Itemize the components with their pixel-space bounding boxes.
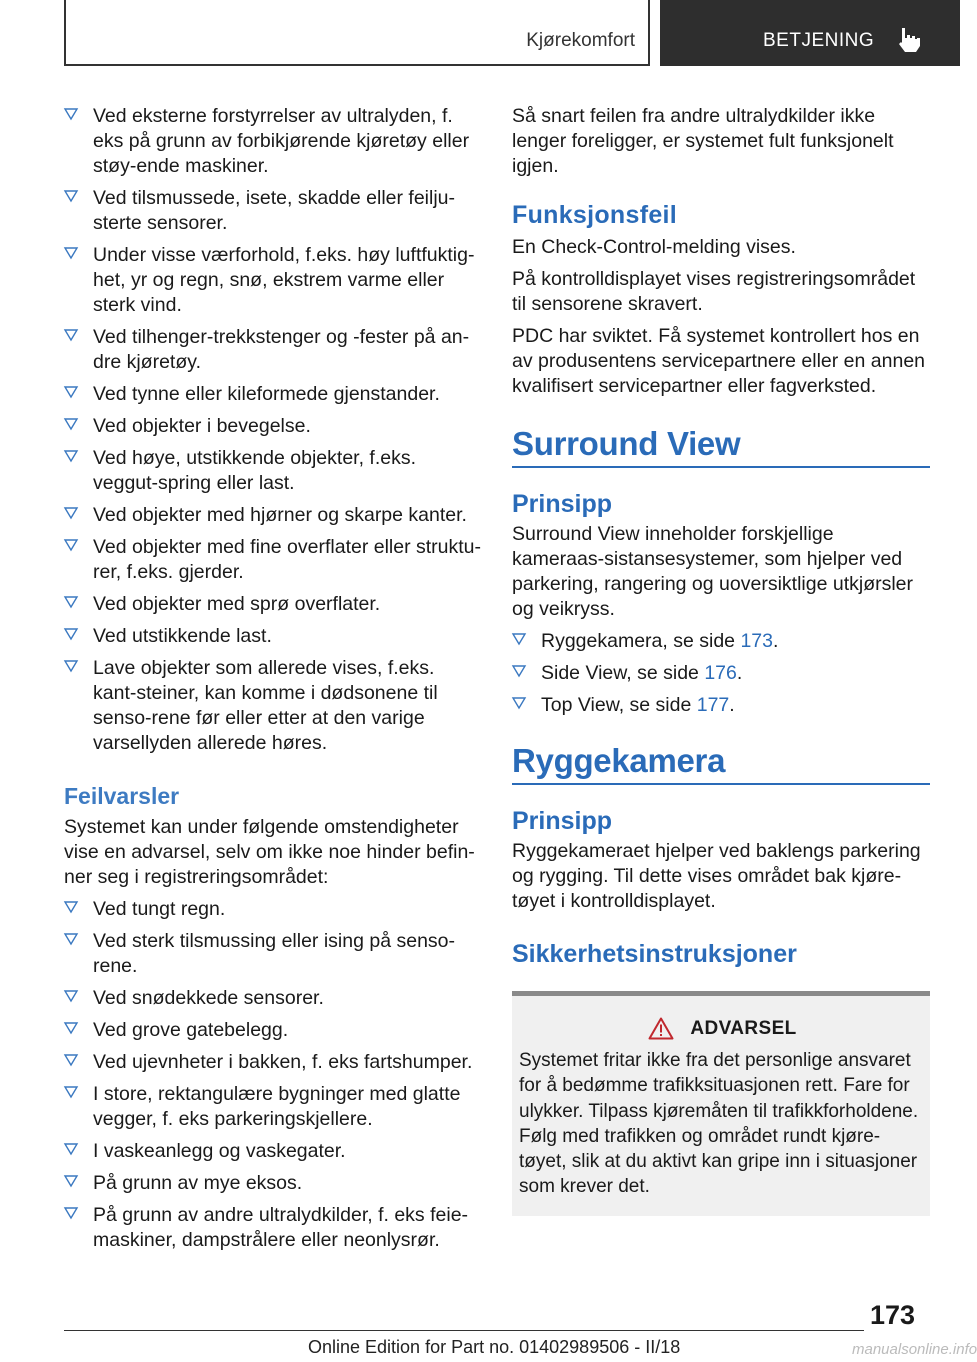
triangle-bullet-icon xyxy=(64,506,78,520)
list-item: Ved utstikkende last. xyxy=(64,624,482,649)
header-section-title: Kjørekomfort xyxy=(526,30,635,51)
list-item: Lave objekter som allerede vises, f.eks. kant-steiner, kan komme i dødsonene til senso-rene før eller etter at den varige varsellyden allerede høres. xyxy=(64,656,482,756)
surround-view-heading: Surround View xyxy=(512,431,930,468)
triangle-bullet-icon xyxy=(64,932,78,946)
triangle-bullet-icon xyxy=(64,1174,78,1188)
triangle-bullet-icon xyxy=(64,189,78,203)
list-item: Ryggekamera, se side 173. xyxy=(512,629,930,654)
list-item: Ved objekter med fine overflater eller struktu-rer, f.eks. gjerder. xyxy=(64,535,482,585)
list-item: Ved tungt regn. xyxy=(64,897,482,922)
ryggekamera-prinsipp-heading: Prinsipp xyxy=(512,807,613,835)
triangle-bullet-icon xyxy=(512,696,526,710)
limitations-list xyxy=(64,104,482,756)
list-item: På grunn av andre ultralydkilder, f. eks feie-maskiner, dampstrålere eller neonlysrør. xyxy=(64,1203,482,1253)
list-item: Ved tynne eller kileformede gjenstander. xyxy=(64,382,482,407)
triangle-bullet-icon xyxy=(64,1206,78,1220)
page-link[interactable]: 173 xyxy=(740,630,773,652)
page-link[interactable]: 176 xyxy=(704,662,737,684)
list-item: Side View, se side 176. xyxy=(512,661,930,686)
triangle-bullet-icon xyxy=(64,989,78,1003)
page-link[interactable]: 177 xyxy=(696,694,730,716)
feilvarsler-heading: Feilvarsler xyxy=(64,783,180,809)
list-item: I store, rektangulære bygninger med glatte vegger, f. eks parkeringskjellere. xyxy=(64,1082,482,1132)
sikkerhet-heading: Sikkerhetsinstruksjoner xyxy=(512,940,797,968)
list-item: Ved høye, utstikkende objekter, f.eks. veggut-spring eller last. xyxy=(64,446,482,496)
list-item: Ved ujevnheter i bakken, f. eks fartshumper. xyxy=(64,1050,482,1075)
list-item: Top View, se side 177. xyxy=(512,693,930,718)
list-item: Ved eksterne forstyrrelser av ultralyden, f. eks på grunn av forbikjørende kjøretøy eller støy-ende maskiner. xyxy=(64,104,482,179)
triangle-bullet-icon xyxy=(512,664,526,678)
triangle-bullet-icon xyxy=(64,627,78,641)
triangle-bullet-icon xyxy=(64,1142,78,1156)
list-item: Ved tilsmussede, isete, skadde eller feilju-sterte sensorer. xyxy=(64,186,482,236)
triangle-bullet-icon xyxy=(64,1053,78,1067)
page-number: 173 xyxy=(870,1300,916,1330)
list-item: Ved snødekkede sensorer. xyxy=(64,986,482,1011)
list-item: Ved grove gatebelegg. xyxy=(64,1018,482,1043)
ryggekamera-prinsipp-text: Ryggekameraet hjelper ved baklengs parkering og rygging. Til dette vises området bak kjøre-tøyet i kontrolldisplayet. xyxy=(512,840,921,912)
funksjonsfeil-paragraph-1: En Check-Control-melding vises. xyxy=(512,236,796,258)
warning-text: Systemet fritar ikke fra det personlige ansvaret for å bedømme trafikksituasjonen rett. Fare for ulykker. Tilpass kjøremåten til trafikkforholdene. Følg med trafikken og området rundt kjøre-tøyet, slik at du aktivt kan gripe inn i situasjoner som krever det. xyxy=(519,1050,919,1198)
footer-edition: Online Edition for Part no. 01402989506 - II/18 xyxy=(308,1337,681,1357)
feilvarsler-intro: Systemet kan under følgende omstendigheter vise en advarsel, selv om ikke noe hinder befin-ner seg i registreringsområdet: xyxy=(64,816,475,888)
list-item: Under visse værforhold, f.eks. høy luftfuktig-het, yr og regn, snø, ekstrem varme eller sterk vind. xyxy=(64,243,482,318)
triangle-bullet-icon xyxy=(64,417,78,431)
watermark-logo: manualsonline.info xyxy=(852,1341,977,1358)
triangle-bullet-icon xyxy=(64,385,78,399)
triangle-bullet-icon xyxy=(64,107,78,121)
triangle-bullet-icon xyxy=(64,328,78,342)
warning-title: ADVARSEL xyxy=(690,1018,797,1039)
triangle-bullet-icon xyxy=(64,595,78,609)
funksjonsfeil-heading: Funksjonsfeil xyxy=(512,201,678,229)
triangle-bullet-icon xyxy=(64,449,78,463)
triangle-bullet-icon xyxy=(64,1085,78,1099)
triangle-bullet-icon xyxy=(64,1021,78,1035)
triangle-bullet-icon xyxy=(64,900,78,914)
funksjonsfeil-paragraph-2: På kontrolldisplayet vises registreringsområdet til sensorene skravert. xyxy=(512,268,916,315)
cross-reference-list xyxy=(512,629,930,718)
triangle-bullet-icon xyxy=(64,659,78,673)
hand-pointer-icon xyxy=(896,26,922,54)
list-item: Ved objekter i bevegelse. xyxy=(64,414,482,439)
triangle-bullet-icon xyxy=(64,538,78,552)
ryggekamera-heading: Ryggekamera xyxy=(512,748,930,785)
list-item: Ved objekter med sprø overflater. xyxy=(64,592,482,617)
header-chapter-title: BETJENING xyxy=(763,30,875,51)
triangle-bullet-icon xyxy=(512,632,526,646)
warning-triangle-icon xyxy=(648,1017,674,1040)
intro-paragraph: Så snart feilen fra andre ultralydkilder ikke lenger foreligger, er systemet fult funksjonelt igjen. xyxy=(512,105,894,177)
list-item: I vaskeanlegg og vaskegater. xyxy=(64,1139,482,1164)
list-item: På grunn av mye eksos. xyxy=(64,1171,482,1196)
surround-prinsipp-heading: Prinsipp xyxy=(512,490,613,518)
surround-prinsipp-text: Surround View inneholder forskjellige kameraas-sistansesystemer, som hjelper ved parkering, rangering og uoversiktlige utkjørsler og veikryss. xyxy=(512,523,914,620)
warning-box xyxy=(512,991,930,1216)
false-warnings-list xyxy=(64,897,482,1253)
triangle-bullet-icon xyxy=(64,246,78,260)
right-column xyxy=(512,104,930,1216)
list-item: Ved sterk tilsmussing eller ising på senso-rene. xyxy=(64,929,482,979)
funksjonsfeil-paragraph-3: PDC har sviktet. Få systemet kontrollert hos en av produsentens servicepartnere eller en annen kvalifisert servicepartner eller fagverksted. xyxy=(512,325,926,397)
left-column xyxy=(64,104,482,1260)
warning-header xyxy=(519,1016,922,1041)
list-item: Ved tilhenger-trekkstenger og -fester på an-dre kjøretøy. xyxy=(64,325,482,375)
list-item: Ved objekter med hjørner og skarpe kanter. xyxy=(64,503,482,528)
footer-divider xyxy=(64,1330,864,1331)
header-chapter-tab xyxy=(660,0,960,66)
